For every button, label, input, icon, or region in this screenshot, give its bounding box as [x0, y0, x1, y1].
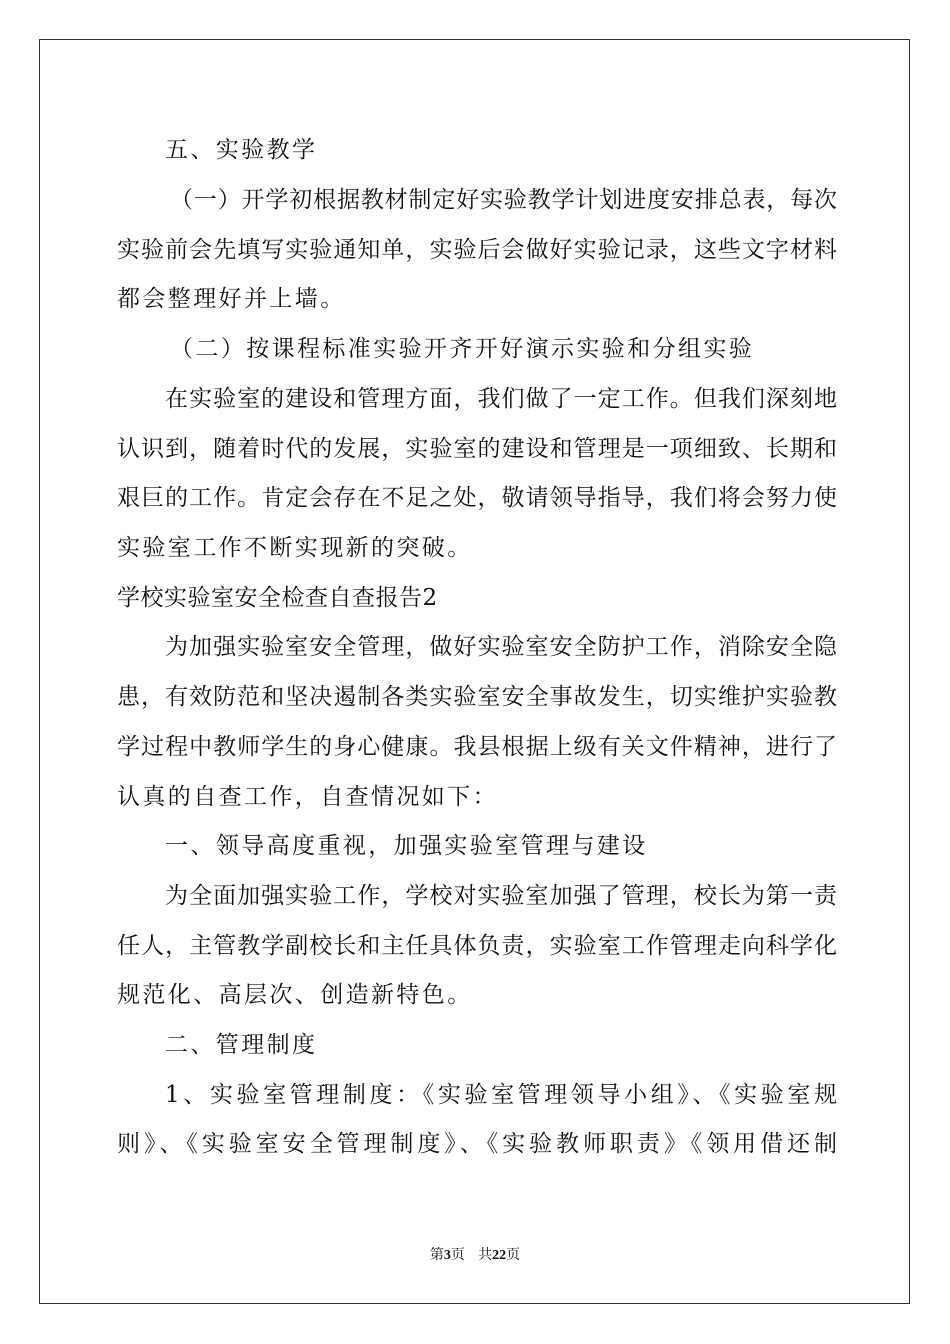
- paragraph-line: 为全面加强实验工作，学校对实验室加强了管理，校长为第一责: [165, 883, 837, 909]
- paragraph-line: 艰巨的工作。肯定会存在不足之处，敬请领导指导，我们将会努力使: [117, 485, 837, 511]
- paragraph-line: 规范化、高层次、创造新特色。: [117, 982, 473, 1008]
- paragraph-line: 学过程中教师学生的身心健康。我县根据上级有关文件精神，进行了: [117, 734, 837, 760]
- page-suffix: 页: [450, 1247, 465, 1263]
- page-footer: [0, 1245, 950, 1266]
- paragraph-line: 都会整理好并上墙。: [117, 286, 346, 312]
- page-prefix: 第: [429, 1247, 444, 1263]
- paragraph-line: 实验室工作不断实现新的突破。: [117, 535, 473, 561]
- paragraph-line: 患，有效防范和坚决遏制各类实验室安全事故发生，切实维护实验教: [117, 684, 837, 710]
- paragraph-line: （二）按课程标准实验开齐开好演示实验和分组实验: [170, 336, 755, 362]
- report-title: 学校实验室安全检查自查报告2: [117, 585, 438, 611]
- section-heading-2: 二、管理制度: [165, 1032, 318, 1058]
- paragraph-line: 认真的自查工作，自查情况如下：: [117, 784, 498, 810]
- total-pages: 22: [492, 1248, 507, 1263]
- paragraph-line: 认识到，随着时代的发展，实验室的建设和管理是一项细致、长期和: [117, 436, 837, 462]
- page-number: 3: [443, 1248, 451, 1263]
- paragraph-line: 为加强实验室安全管理，做好实验室安全防护工作，消除安全隐: [165, 634, 837, 660]
- page-border: [39, 39, 910, 1304]
- paragraph-line: （一）开学初根据教材制定好实验教学计划进度安排总表，每次: [170, 187, 837, 213]
- paragraph-line: 在实验室的建设和管理方面，我们做了一定工作。但我们深刻地: [165, 386, 837, 412]
- total-prefix: 共: [478, 1247, 493, 1263]
- total-suffix: 页: [506, 1247, 521, 1263]
- section-heading-1: 一、领导高度重视，加强实验室管理与建设: [165, 833, 648, 859]
- paragraph-line: 任人，主管教学副校长和主任具体负责，实验室工作管理走向科学化: [117, 933, 837, 959]
- paragraph-line: 1、实验室管理制度：《实验室管理领导小组》、《实验室规: [165, 1082, 837, 1108]
- paragraph-line: 则》、《实验室安全管理制度》、《实验教师职责》《领用借还制: [117, 1131, 837, 1157]
- section-heading-5: 五、实验教学: [165, 137, 318, 163]
- paragraph-line: 实验前会先填写实验通知单，实验后会做好实验记录，这些文字材料: [117, 237, 837, 263]
